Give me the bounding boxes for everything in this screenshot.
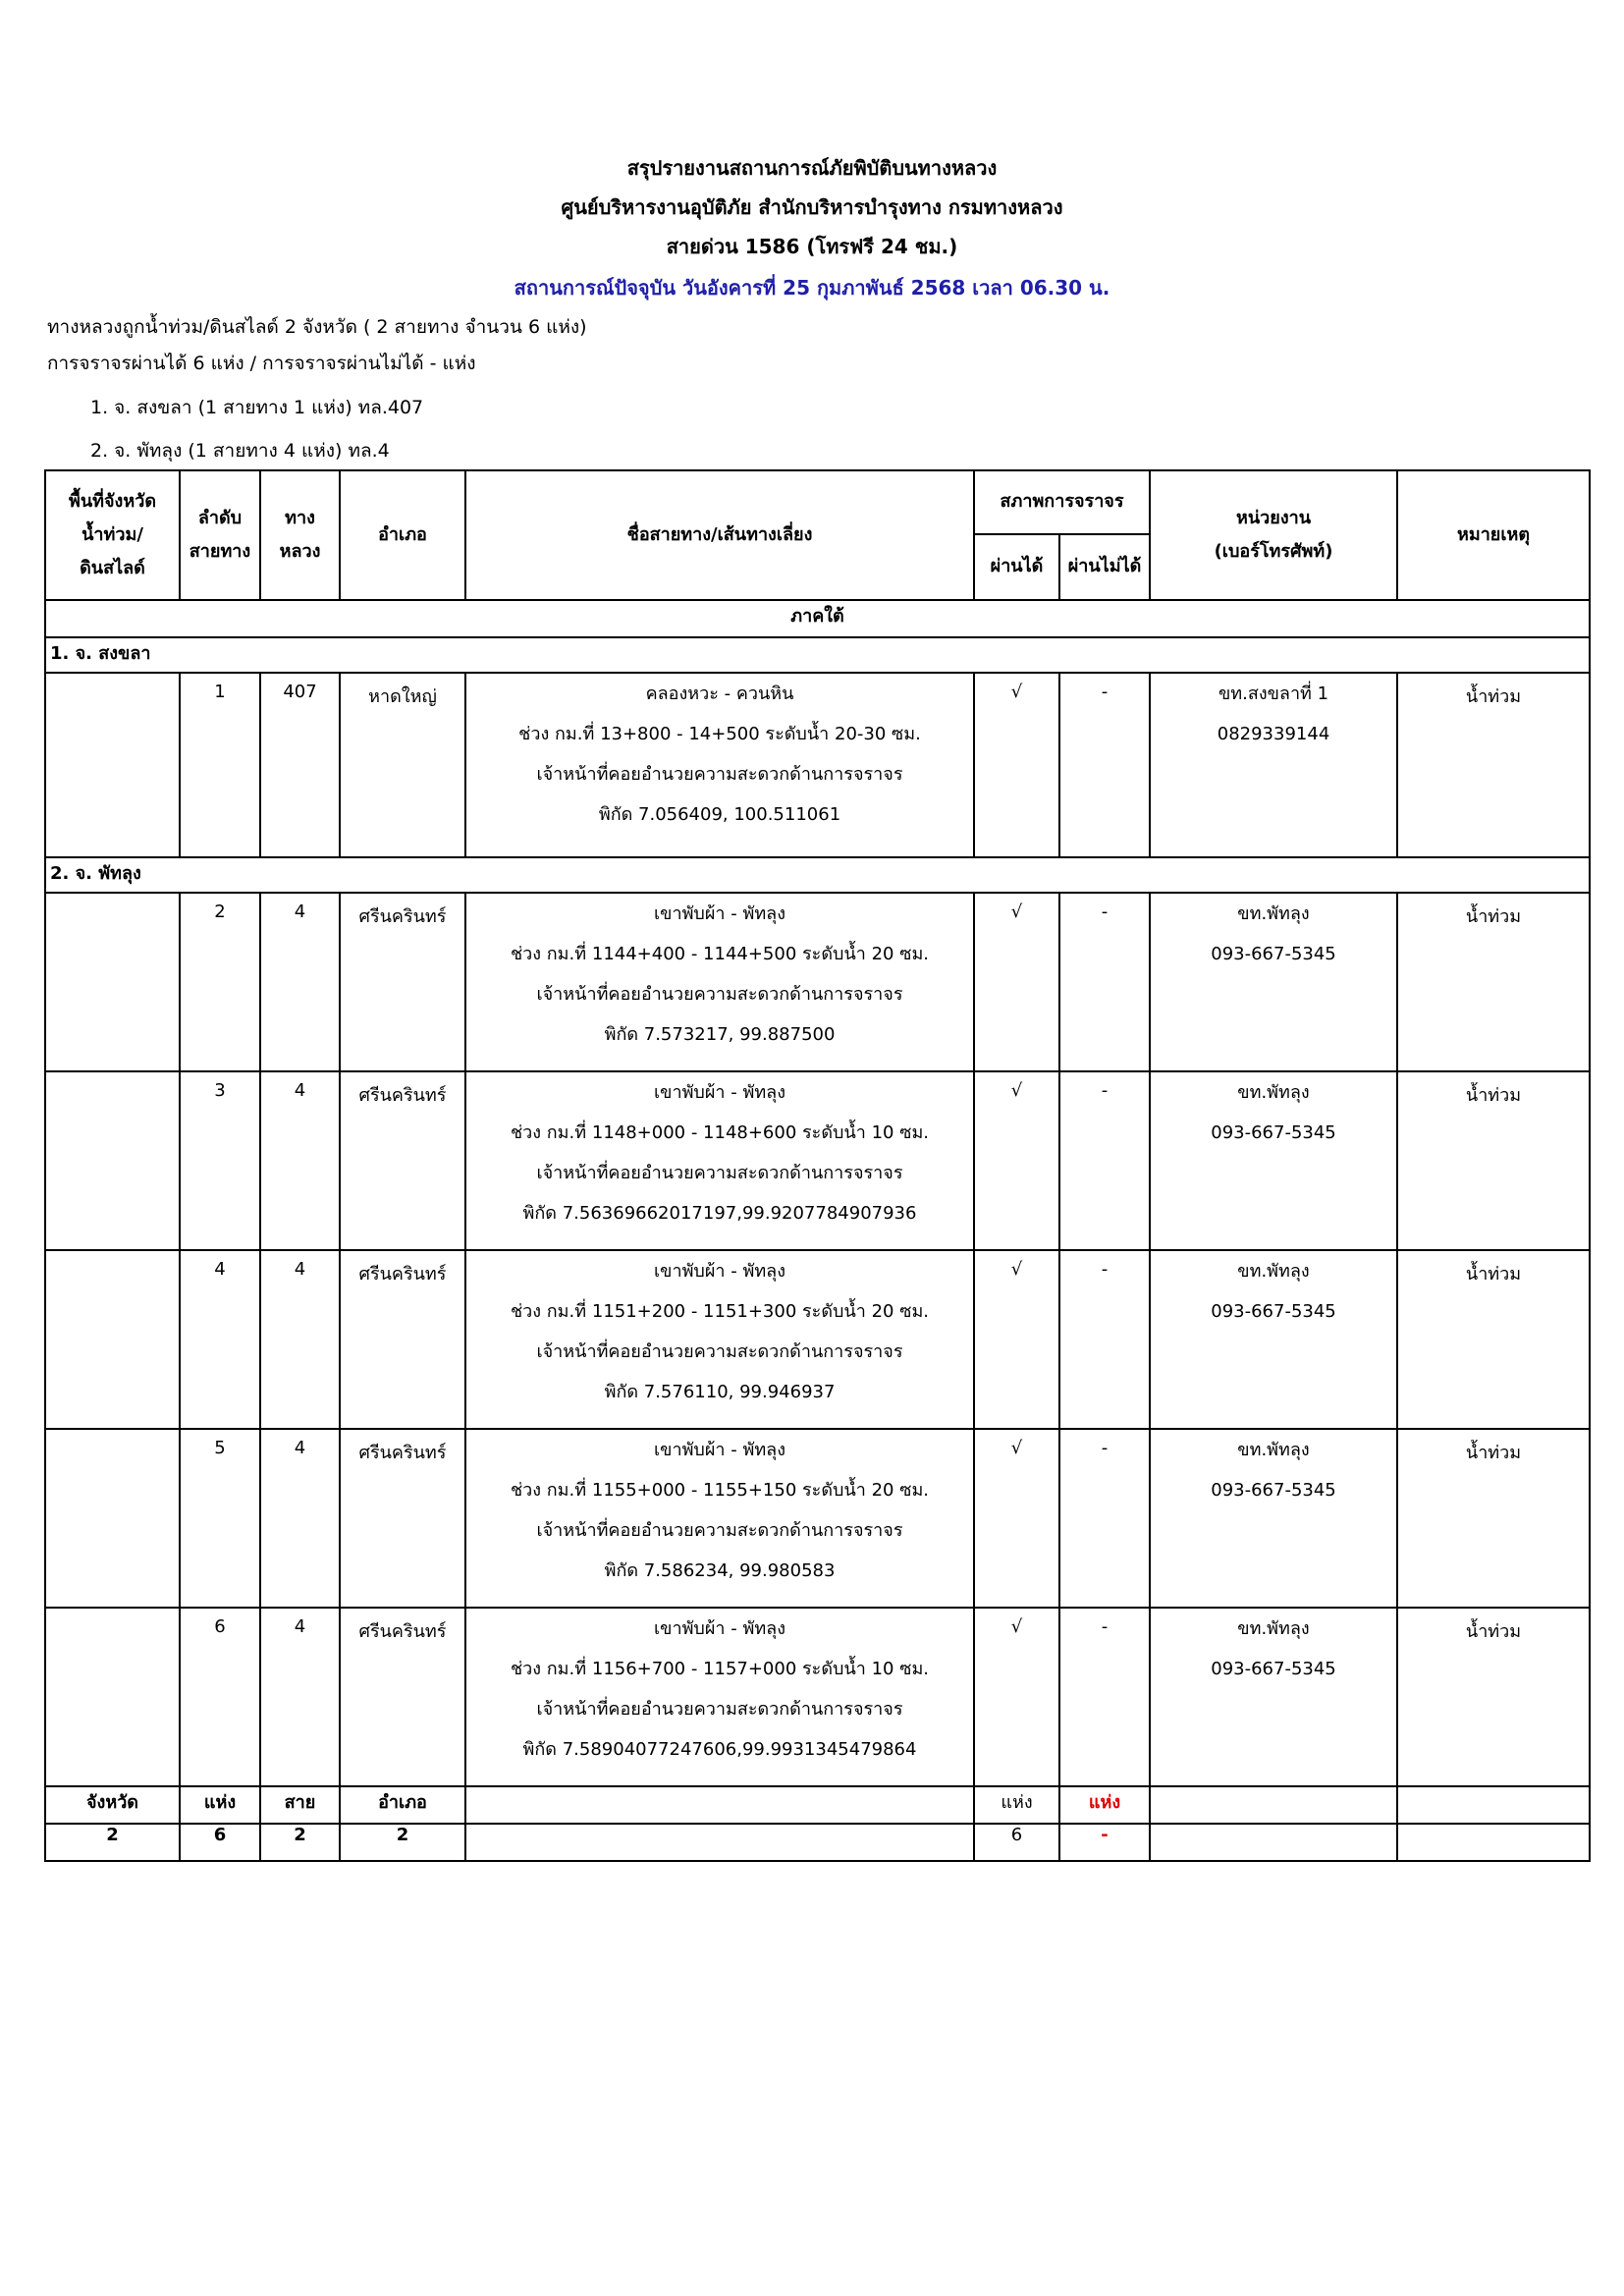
- intro-item-phatthalung: 2. จ. พัทลุง (1 สายทาง 4 แห่ง) ทล.4: [90, 440, 390, 462]
- row-remark: น้ำท่วม: [1397, 1608, 1590, 1786]
- row-agency: ขท.พัทลุง 093-667-5345: [1150, 1429, 1397, 1608]
- row-route-detail: [465, 1608, 974, 1786]
- row-seq: 5: [180, 1429, 260, 1608]
- table-row: [45, 1071, 1590, 1250]
- col-header-highway: ทาง หลวง: [260, 470, 340, 600]
- row-coords: พิกัด 7.586234, 99.980583: [604, 1560, 836, 1581]
- summary-value-routes: 2: [260, 1824, 340, 1861]
- row-route-detail: [465, 673, 974, 857]
- row-agency: ขท.สงขลาที่ 1 0829339144: [1150, 673, 1397, 857]
- row-seq: 3: [180, 1071, 260, 1250]
- province-label: 2. จ. พัทลุง: [45, 857, 1590, 893]
- row-coords: พิกัด 7.58904077247606,99.9931345479864: [522, 1739, 917, 1760]
- row-remark: น้ำท่วม: [1397, 893, 1590, 1071]
- row-section: ช่วง กม.ที่ 1151+200 - 1151+300 ระดับน้ำ 20 ซม.: [510, 1301, 930, 1322]
- report-hotline: สายด่วน 1586 (โทรฟรี 24 ชม.): [666, 235, 958, 258]
- col-header-remark: หมายเหตุ: [1397, 470, 1590, 600]
- row-agency: ขท.พัทลุง 093-667-5345: [1150, 1071, 1397, 1250]
- row-section: ช่วง กม.ที่ 1144+400 - 1144+500 ระดับน้ำ 20 ซม.: [510, 944, 930, 964]
- row-agency: ขท.พัทลุง 093-667-5345: [1150, 1608, 1397, 1786]
- row-pass: √: [974, 1608, 1059, 1786]
- row-coords: พิกัด 7.573217, 99.887500: [604, 1024, 836, 1045]
- row-coords: พิกัด 7.56369662017197,99.9207784907936: [522, 1203, 917, 1224]
- region-row: [45, 600, 1590, 637]
- row-route: คลองหวะ - ควนหิน: [645, 683, 794, 704]
- table-header-row: [45, 470, 1590, 534]
- summary-label-places: แห่ง: [180, 1786, 260, 1824]
- summary-label-district: อำเภอ: [340, 1786, 465, 1824]
- row-remark: น้ำท่วม: [1397, 1429, 1590, 1608]
- row-pass: √: [974, 893, 1059, 1071]
- summary-label-routes: สาย: [260, 1786, 340, 1824]
- row-nopass: -: [1059, 893, 1150, 1071]
- row-highway: 4: [260, 1250, 340, 1429]
- row-seq: 4: [180, 1250, 260, 1429]
- row-highway: 4: [260, 1071, 340, 1250]
- summary-label-province: จังหวัด: [45, 1786, 180, 1824]
- row-highway: 407: [260, 673, 340, 857]
- row-pass: √: [974, 1250, 1059, 1429]
- col-header-seq: ลำดับ สายทาง: [180, 470, 260, 600]
- table-row: [45, 1429, 1590, 1608]
- row-remark: น้ำท่วม: [1397, 1071, 1590, 1250]
- row-pass: √: [974, 1071, 1059, 1250]
- col-header-district: อำเภอ: [340, 470, 465, 600]
- row-remark: น้ำท่วม: [1397, 1250, 1590, 1429]
- col-header-traffic: สภาพการจราจร: [974, 470, 1150, 534]
- row-district: หาดใหญ่: [340, 673, 465, 857]
- summary-value-row: [45, 1824, 1590, 1861]
- intro-traffic: การจราจรผ่านได้ 6 แห่ง / การจราจรผ่านไม่ได้ - แห่ง: [47, 353, 476, 374]
- row-section: ช่วง กม.ที่ 1155+000 - 1155+150 ระดับน้ำ 20 ซม.: [510, 1480, 930, 1501]
- col-header-area: พื้นที่จังหวัด น้ำท่วม/ ดินสไลด์: [45, 470, 180, 600]
- row-route: เขาพับผ้า - พัทลุง: [654, 1440, 785, 1460]
- summary-value-nopass: -: [1059, 1824, 1150, 1861]
- row-staff: เจ้าหน้าที่คอยอำนวยความสะดวกด้านการจราจร: [536, 764, 903, 785]
- summary-label-row: [45, 1786, 1590, 1824]
- row-route-detail: [465, 1429, 974, 1608]
- row-remark: น้ำท่วม: [1397, 673, 1590, 857]
- row-highway: 4: [260, 1429, 340, 1608]
- row-agency: ขท.พัทลุง 093-667-5345: [1150, 1250, 1397, 1429]
- row-district: ศรีนครินทร์: [340, 1071, 465, 1250]
- row-nopass: -: [1059, 1429, 1150, 1608]
- table-row: [45, 1608, 1590, 1786]
- intro-summary: ทางหลวงถูกน้ำท่วม/ดินสไลด์ 2 จังหวัด ( 2 สายทาง จำนวน 6 แห่ง): [47, 316, 587, 338]
- row-nopass: -: [1059, 1071, 1150, 1250]
- row-staff: เจ้าหน้าที่คอยอำนวยความสะดวกด้านการจราจร: [536, 1520, 903, 1541]
- row-coords: พิกัด 7.576110, 99.946937: [604, 1382, 836, 1402]
- summary-label-nopass: แห่ง: [1059, 1786, 1150, 1824]
- row-pass: √: [974, 673, 1059, 857]
- col-header-agency: หน่วยงาน (เบอร์โทรศัพท์): [1150, 470, 1397, 600]
- row-district: ศรีนครินทร์: [340, 1429, 465, 1608]
- col-header-pass: ผ่านได้: [974, 534, 1059, 600]
- row-staff: เจ้าหน้าที่คอยอำนวยความสะดวกด้านการจราจร: [536, 1341, 903, 1362]
- province-row: [45, 857, 1590, 893]
- row-staff: เจ้าหน้าที่คอยอำนวยความสะดวกด้านการจราจร: [536, 1699, 903, 1720]
- row-highway: 4: [260, 893, 340, 1071]
- row-nopass: -: [1059, 673, 1150, 857]
- summary-value-pass: 6: [974, 1824, 1059, 1861]
- row-route: เขาพับผ้า - พัทลุง: [654, 903, 785, 924]
- col-header-nopass: ผ่านไม่ได้: [1059, 534, 1150, 600]
- row-nopass: -: [1059, 1608, 1150, 1786]
- row-section: ช่วง กม.ที่ 1148+000 - 1148+600 ระดับน้ำ 10 ซม.: [510, 1122, 930, 1143]
- summary-value-places: 6: [180, 1824, 260, 1861]
- row-route: เขาพับผ้า - พัทลุง: [654, 1618, 785, 1639]
- summary-value-district: 2: [340, 1824, 465, 1861]
- table-row: [45, 893, 1590, 1071]
- row-highway: 4: [260, 1608, 340, 1786]
- row-coords: พิกัด 7.056409, 100.511061: [598, 804, 841, 825]
- intro-item-songkhla: 1. จ. สงขลา (1 สายทาง 1 แห่ง) ทล.407: [90, 397, 424, 418]
- row-route: เขาพับผ้า - พัทลุง: [654, 1261, 785, 1282]
- report-status-time: สถานการณ์ปัจจุบัน วันอังคารที่ 25 กุมภาพันธ์ 2568 เวลา 06.30 น.: [514, 276, 1110, 300]
- report-title: สรุปรายงานสถานการณ์ภัยพิบัติบนทางหลวง: [626, 156, 998, 180]
- summary-label-pass: แห่ง: [974, 1786, 1059, 1824]
- row-route-detail: [465, 1071, 974, 1250]
- row-section: ช่วง กม.ที่ 1156+700 - 1157+000 ระดับน้ำ 10 ซม.: [510, 1659, 930, 1679]
- report-agency: ศูนย์บริหารงานอุบัติภัย สำนักบริหารบำรุงทาง กรมทางหลวง: [561, 195, 1063, 219]
- summary-value-province: 2: [45, 1824, 180, 1861]
- row-seq: 1: [180, 673, 260, 857]
- row-seq: 2: [180, 893, 260, 1071]
- province-row: [45, 637, 1590, 673]
- row-district: ศรีนครินทร์: [340, 1250, 465, 1429]
- incident-table: [44, 469, 1591, 1862]
- row-district: ศรีนครินทร์: [340, 1608, 465, 1786]
- row-staff: เจ้าหน้าที่คอยอำนวยความสะดวกด้านการจราจร: [536, 984, 903, 1005]
- province-label: 1. จ. สงขลา: [45, 637, 1590, 673]
- row-route: เขาพับผ้า - พัทลุง: [654, 1082, 785, 1103]
- row-staff: เจ้าหน้าที่คอยอำนวยความสะดวกด้านการจราจร: [536, 1163, 903, 1183]
- row-district: ศรีนครินทร์: [340, 893, 465, 1071]
- row-agency: ขท.พัทลุง 093-667-5345: [1150, 893, 1397, 1071]
- table-row: [45, 1250, 1590, 1429]
- table-row: [45, 673, 1590, 857]
- row-route-detail: [465, 893, 974, 1071]
- region-label: ภาคใต้: [45, 600, 1590, 637]
- row-pass: √: [974, 1429, 1059, 1608]
- row-nopass: -: [1059, 1250, 1150, 1429]
- row-route-detail: [465, 1250, 974, 1429]
- col-header-route: ชื่อสายทาง/เส้นทางเลี่ยง: [465, 470, 974, 600]
- row-seq: 6: [180, 1608, 260, 1786]
- row-section: ช่วง กม.ที่ 13+800 - 14+500 ระดับน้ำ 20-30 ซม.: [518, 724, 921, 744]
